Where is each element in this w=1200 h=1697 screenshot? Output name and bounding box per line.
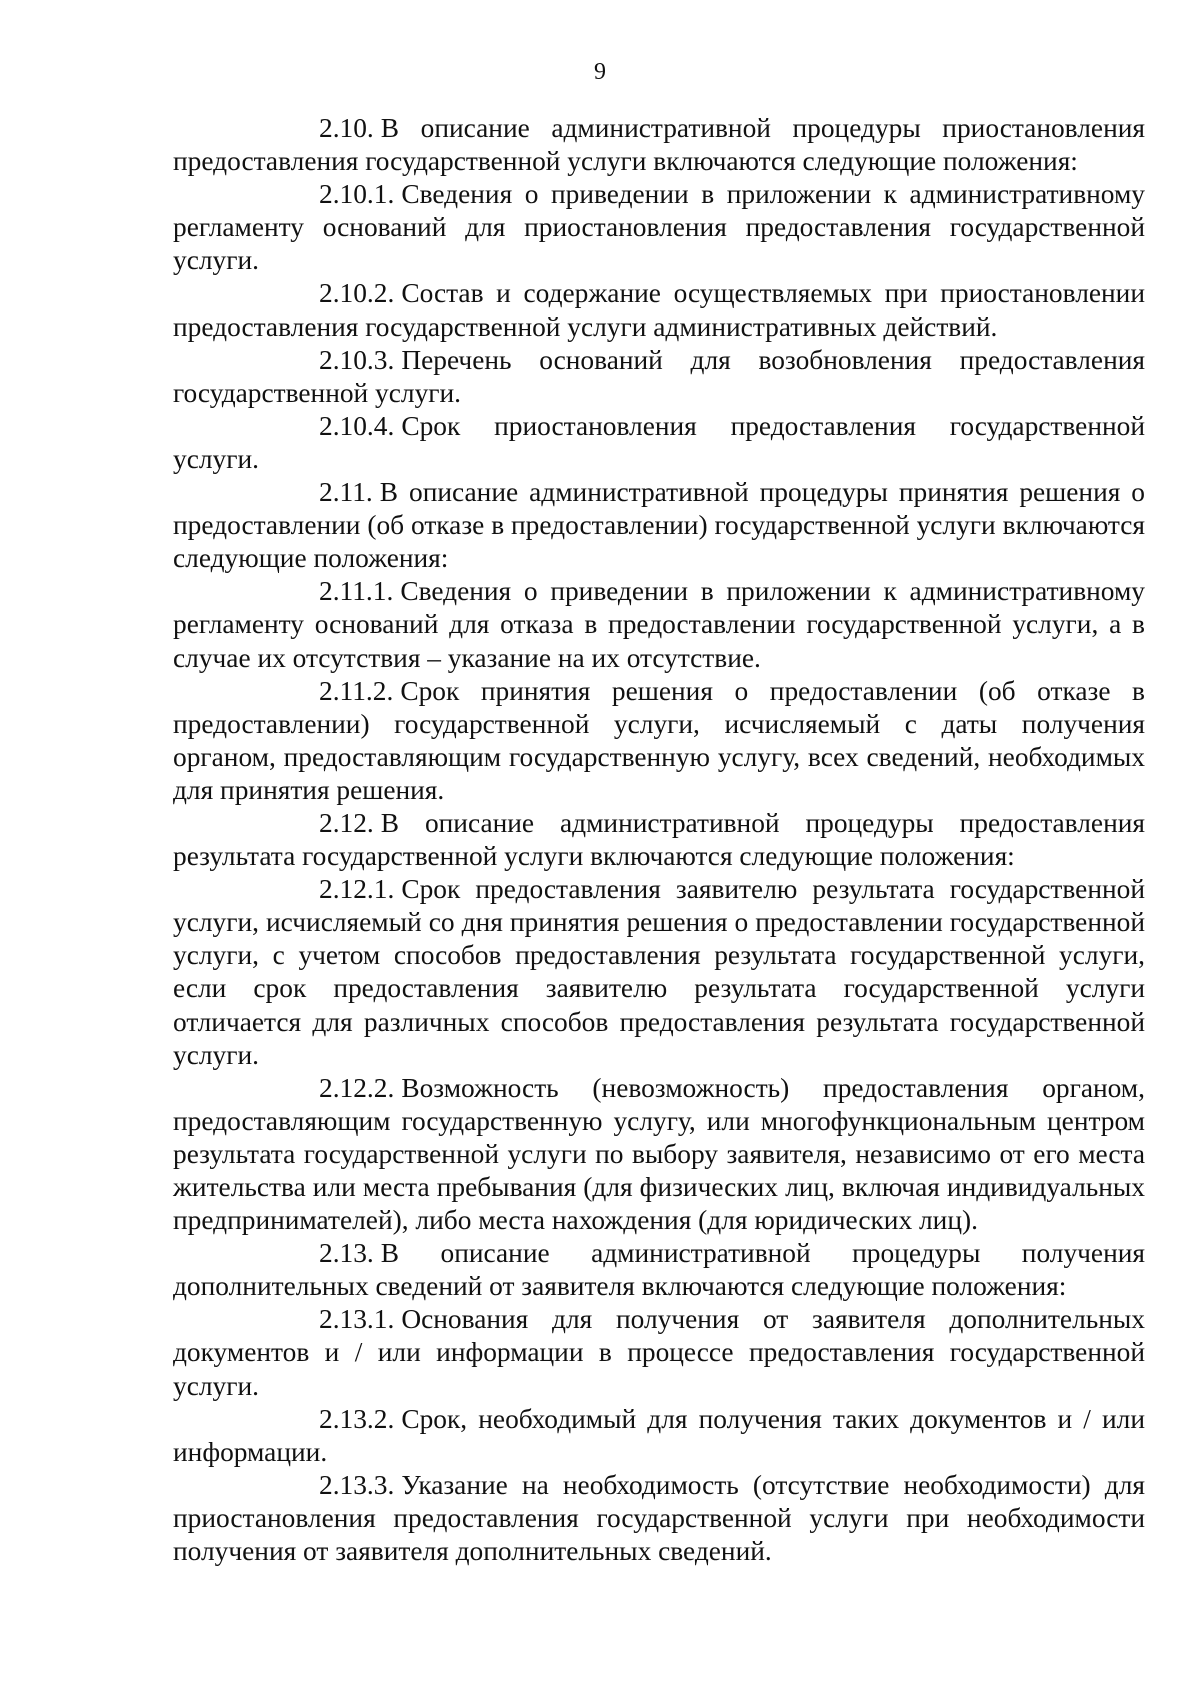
paragraph-2-11 [173, 476, 1145, 575]
clause-text: Срок принятия решения о предоставлении (об отказе в предоставлении) государственной услуги, исчисляемый с даты получения органом, предоставляющим государственную услугу, всех сведений, необходимых для принятия решения. [173, 675, 1145, 805]
clause-number: 2.13.3. [319, 1469, 395, 1500]
clause-number: 2.13. [319, 1238, 374, 1269]
paragraph-2-10-2 [173, 277, 1145, 343]
paragraph-2-12 [173, 807, 1145, 873]
clause-number: 2.12.2. [319, 1072, 395, 1103]
clause-text: В описание административной процедуры приостановления предоставления государственной услуги включаются следующие положения: [173, 113, 1145, 177]
clause-text: В описание административной процедуры предоставления результата государственной услуги включаются следующие положения: [173, 807, 1145, 872]
clause-number: 2.10.2. [319, 278, 395, 309]
paragraph-2-13-2 [173, 1403, 1145, 1469]
clause-text: В описание административной процедуры принятия решения о предоставлении (об отказе в предоставлении) государственной услуги включаются следующие положения: [173, 477, 1145, 574]
clause-text: Перечень оснований для возобновления предоставления государственной услуги. [173, 344, 1145, 408]
clause-number: 2.12.1. [319, 874, 395, 905]
paragraph-2-10-3 [173, 344, 1145, 410]
clause-text: Основания для получения от заявителя дополнительных документов и / или информации в процессе предоставления государственной услуги. [173, 1304, 1145, 1401]
clause-number: 2.10.4. [319, 410, 395, 441]
clause-text: Сведения о приведении в приложении к административному регламенту оснований для приостановления предоставления государственной услуги. [173, 179, 1145, 276]
clause-text: Срок приостановления предоставления государственной услуги. [173, 410, 1145, 474]
clause-number: 2.10. [319, 113, 374, 143]
document-body [173, 112, 1145, 1568]
page-number: 9 [594, 59, 606, 85]
clause-number: 2.10.3. [319, 344, 395, 375]
paragraph-2-13 [173, 1237, 1145, 1303]
clause-number: 2.12. [319, 807, 374, 838]
clause-text: Срок, необходимый для получения таких документов и / или информации. [173, 1403, 1145, 1467]
clause-number: 2.11.2. [319, 675, 394, 706]
clause-text: Сведения о приведении в приложении к административному регламенту оснований для отказа в предоставлении государственной услуги, а в случае их отсутствия – указание на их отсутствие. [173, 576, 1145, 673]
paragraph-2-10-4 [173, 410, 1145, 476]
clause-text: В описание административной процедуры получения дополнительных сведений от заявителя включаются следующие положения: [173, 1238, 1145, 1302]
paragraph-2-12-2 [173, 1072, 1145, 1237]
clause-text: Указание на необходимость (отсутствие необходимости) для приостановления предоставления государственной услуги при необходимости получения от заявителя дополнительных сведений. [173, 1469, 1145, 1567]
paragraph-2-11-1 [173, 575, 1145, 674]
paragraph-2-13-3 [173, 1469, 1145, 1568]
clause-number: 2.11. [319, 477, 373, 508]
clause-text: Состав и содержание осуществляемых при приостановлении предоставления государственной услуги административных действий. [173, 278, 1145, 342]
clause-number: 2.10.1. [319, 179, 395, 210]
paragraph-2-13-1 [173, 1303, 1145, 1402]
paragraph-2-11-2 [173, 675, 1145, 807]
clause-number: 2.13.1. [319, 1304, 395, 1335]
clause-text: Срок предоставления заявителю результата государственной услуги, исчисляемый со дня принятия решения о предоставлении государственной услуги, с учетом способов предоставления результата государственной услуги, если срок предоставления заявителю результата государственной услуги отличается для различных способов предоставления результата государственной услуги. [173, 874, 1145, 1070]
paragraph-2-10-1 [173, 178, 1145, 277]
paragraph-2-10 [173, 112, 1145, 178]
clause-number: 2.13.2. [319, 1403, 395, 1434]
clause-text: Возможность (невозможность) предоставления органом, предоставляющим государственную услугу, или многофункциональным центром результата государственной услуги по выбору заявителя, независимо от его места жительства или места пребывания (для физических лиц, включая индивидуальных предпринимателей), либо места нахождения (для юридических лиц). [173, 1072, 1145, 1236]
clause-number: 2.11.1. [319, 576, 394, 607]
paragraph-2-12-1 [173, 873, 1145, 1072]
